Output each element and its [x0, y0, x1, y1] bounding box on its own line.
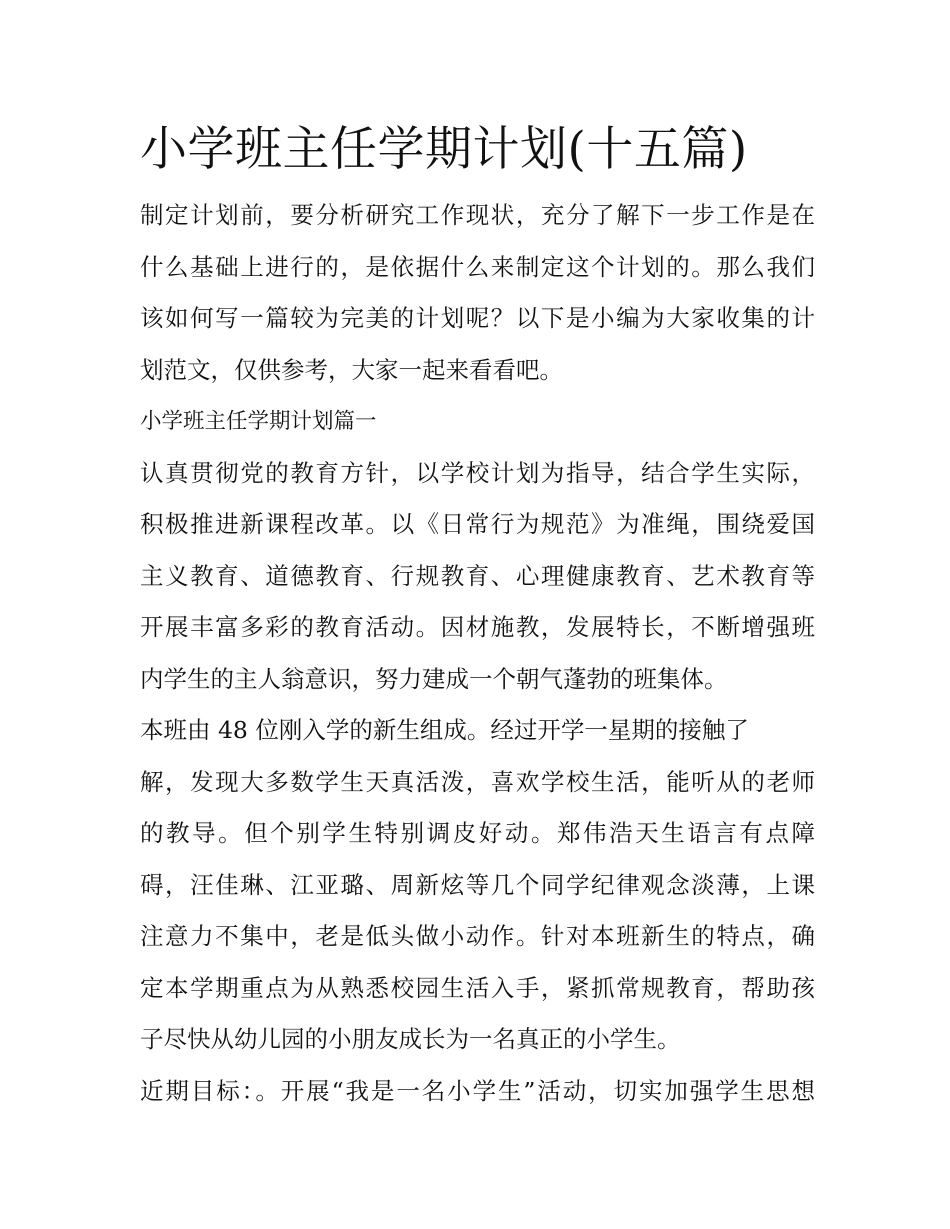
text-line: 近期目标：。开展“我是一名小学生”活动，切实加强学生思想 — [140, 1076, 815, 1105]
text-line: 定本学期重点为从熟悉校园生活入手，紧抓常规教育，帮助孩 — [140, 973, 815, 1002]
body-paragraph-3 — [140, 1066, 815, 1118]
text-line: 的教导。但个别学生特别调皮好动。郑伟浩天生语言有点障 — [140, 819, 815, 847]
text-line: 主义教育、道德教育、行规教育、心理健康教育、艺术教育等 — [140, 561, 815, 590]
text-line: 该如何写一篇较为完美的计划呢？以下是小编为大家收集的计 — [140, 304, 815, 332]
document-page — [140, 120, 815, 1117]
section-heading: 小学班主任学期计划篇一 — [140, 409, 377, 434]
body-paragraph-2 — [140, 705, 815, 1066]
text-line: 认真贯彻党的教育方针，以学校计划为指导，结合学生实际， — [140, 458, 815, 487]
text-line: 碍，汪佳琳、江亚璐、周新炫等几个同学纪律观念淡薄，上课 — [140, 870, 815, 899]
document-title: 小学班主任学期计划(十五篇) — [140, 122, 748, 177]
intro-paragraph — [140, 190, 815, 396]
text-line: 注意力不集中，老是低头做小动作。针对本班新生的特点，确 — [140, 922, 815, 950]
body-paragraph-1 — [140, 448, 815, 706]
text-line: 划范文，仅供参考，大家一起来看看吧。 — [140, 355, 563, 384]
text-line: 什么基础上进行的，是依据什么来制定这个计划的。那么我们 — [140, 252, 815, 281]
text-line: 解，发现大多数学生天真活泼，喜欢学校生活，能听从的老师 — [140, 767, 815, 796]
text-line: 积极推进新课程改革。以《日常行为规范》为准绳，围绕爱国 — [140, 510, 815, 538]
text-line: 内学生的主人翁意识，努力建成一个朝气蓬勃的班集体。 — [140, 664, 728, 693]
text-line: 本班由 48 位刚入学的新生组成。经过开学一星期的接触了 — [140, 716, 749, 744]
text-line: 开展丰富多彩的教育活动。因材施教，发展特长，不断增强班 — [140, 613, 815, 641]
text-line: 子尽快从幼儿园的小朋友成长为一名真正的小学生。 — [140, 1025, 681, 1053]
text-line: 制定计划前，要分析研究工作现状，充分了解下一步工作是在 — [140, 201, 815, 229]
